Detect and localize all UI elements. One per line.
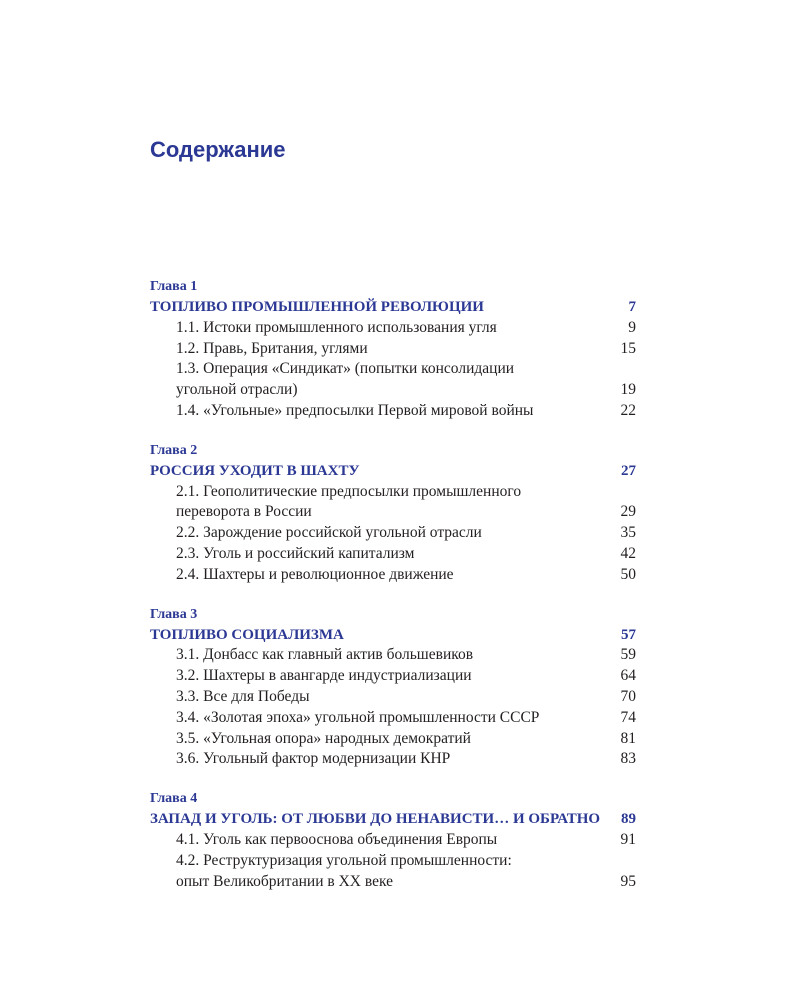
toc-entry[interactable]: [150, 359, 636, 401]
chapter-title-row[interactable]: [150, 809, 636, 830]
page-number: 15: [620, 339, 636, 357]
toc-entry-title: 2.3. Уголь и российский капитализм: [176, 544, 415, 562]
toc-entry[interactable]: [150, 851, 636, 893]
page-number: 35: [620, 524, 636, 542]
page-number: 74: [620, 708, 636, 726]
chapter-label: Глава 1: [150, 279, 198, 294]
page-number: 29: [620, 503, 636, 521]
toc-entry[interactable]: [150, 687, 636, 708]
page-number: 50: [620, 565, 636, 583]
toc-entry-title: 3.2. Шахтеры в авангарде индустриализации: [176, 667, 472, 685]
toc-entry[interactable]: [150, 339, 636, 360]
toc-entry-title: 3.4. «Золотая эпоха» угольной промышленности СССР: [176, 708, 540, 726]
chapter-title-row[interactable]: [150, 625, 636, 646]
chapter-title: ЗАПАД И УГОЛЬ: ОТ ЛЮБВИ ДО НЕНАВИСТИ… И ОБРАТНО: [150, 811, 601, 828]
chapter-label: Глава 3: [150, 606, 198, 622]
chapter-title-row[interactable]: [150, 297, 636, 318]
chapter-block: [150, 788, 636, 892]
toc-entry-title: 3.5. «Угольная опора» народных демократий: [176, 729, 471, 747]
page-number: 42: [620, 544, 636, 562]
toc-entry-title: 3.3. Все для Победы: [176, 687, 310, 705]
toc-entry[interactable]: [150, 318, 636, 339]
page-number: 95: [620, 872, 636, 890]
toc-entry-title: 1.4. «Угольные» предпосылки Первой мировой войны: [176, 401, 534, 419]
toc-entry[interactable]: [150, 645, 636, 666]
toc-entry[interactable]: [150, 482, 636, 524]
toc-entry-title: 1.3. Операция «Синдикат» (попытки консолидации угольной отрасли): [176, 360, 515, 399]
toc-entry-title: 4.2. Реструктуризация угольной промышленности: опыт Великобритании в XX веке: [176, 851, 512, 890]
toc-entry[interactable]: [150, 544, 636, 565]
toc-entry[interactable]: [150, 729, 636, 750]
page-number: 64: [620, 667, 636, 685]
page-title: Содержание: [150, 137, 286, 162]
toc-entry[interactable]: [150, 666, 636, 687]
page-number: 57: [621, 626, 636, 643]
toc-entry[interactable]: [150, 565, 636, 586]
page-number: 81: [620, 729, 636, 747]
chapter-block: [150, 440, 636, 586]
page-number: 70: [620, 687, 636, 705]
page-number: 27: [621, 462, 636, 479]
page-number: 19: [620, 381, 636, 399]
chapter-title-row[interactable]: [150, 461, 636, 482]
chapter-title: ТОПЛИВО ПРОМЫШЛЕННОЙ РЕВОЛЮЦИИ: [150, 299, 484, 315]
chapter-label: Глава 2: [150, 442, 198, 458]
toc-entry-title: 1.1. Истоки промышленного использования угля: [176, 318, 497, 336]
chapter-title: РОССИЯ УХОДИТ В ШАХТУ: [150, 462, 360, 479]
page-number: 89: [621, 811, 636, 828]
page-number: 59: [620, 646, 636, 664]
toc-entry-title: 4.1. Уголь как первооснова объединения Европы: [176, 830, 498, 848]
chapter-block: [150, 604, 636, 771]
toc-entry[interactable]: [150, 830, 636, 851]
table-of-contents: [150, 276, 636, 910]
chapter-label: Глава 4: [150, 791, 198, 807]
page-number: 91: [620, 830, 636, 848]
toc-entry-title: 3.1. Донбасс как главный актив большевиков: [176, 646, 474, 664]
toc-entry-title: 1.2. Правь, Британия, углями: [176, 339, 368, 357]
chapter-title: ТОПЛИВО СОЦИАЛИЗМА: [150, 626, 344, 643]
toc-entry[interactable]: [150, 523, 636, 544]
page-number: 22: [620, 401, 636, 419]
toc-entry-title: 2.1. Геополитические предпосылки промышленного переворота в России: [176, 482, 522, 521]
toc-entry-title: 3.6. Угольный фактор модернизации КНР: [176, 750, 451, 768]
toc-entry-title: 2.2. Зарождение российской угольной отрасли: [176, 524, 482, 542]
page-number: 7: [628, 299, 636, 315]
page-number: 9: [628, 318, 636, 336]
toc-entry[interactable]: [150, 401, 636, 422]
chapter-block: [150, 276, 636, 422]
toc-entry[interactable]: [150, 708, 636, 729]
page-number: 83: [620, 750, 636, 768]
toc-entry[interactable]: [150, 749, 636, 770]
toc-entry-title: 2.4. Шахтеры и революционное движение: [176, 565, 454, 583]
